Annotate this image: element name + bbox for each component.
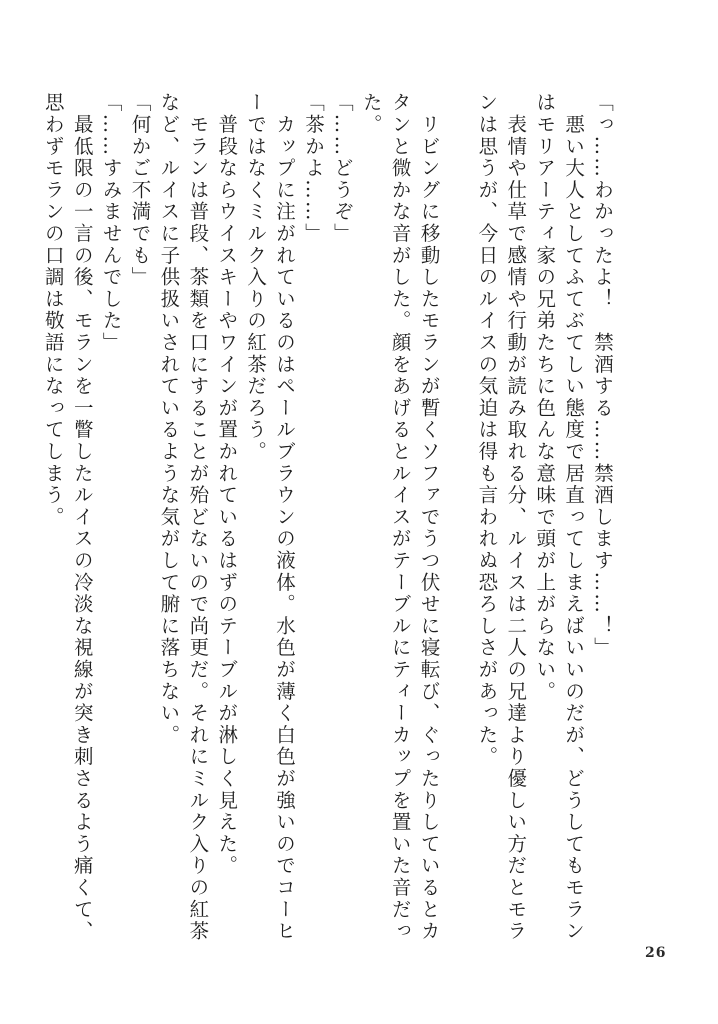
text-line: 「……すみませんでした」 bbox=[99, 92, 123, 354]
text-line: 普段ならウイスキーやワインが置かれているはずのテーブルが淋しく見えた。 bbox=[215, 92, 239, 877]
text-line: 「……どうぞ」 bbox=[330, 92, 354, 245]
text-line: 最低限の一言の後、モランを一瞥したルイスの冷淡な視線が突き刺さるよう痛くて、 bbox=[70, 92, 94, 943]
text-line: 悪い大人としてふてぶてしい態度で居直ってしまえばいいのだが、どうしてもモラン bbox=[562, 92, 586, 943]
text-line: た。 bbox=[359, 92, 383, 136]
text-line: 思わずモランの口調は敬語になってしまう。 bbox=[41, 92, 65, 528]
text-line: モランは普段、茶類を口にすることが殆どないので尚更だ。それにミルク入りの紅茶 bbox=[186, 92, 210, 943]
blank-line bbox=[443, 92, 472, 942]
text-line: 表情や仕草で感情や行動が読み取れる分、ルイスは二人の兄達より優しい方だとモラ bbox=[504, 92, 528, 943]
text-line: タンと微かな音がした。顔をあげるとルイスがテーブルにティーカップを置いた音だっ bbox=[388, 92, 412, 943]
body-text bbox=[38, 92, 616, 942]
page-number: 26 bbox=[645, 945, 667, 961]
text-line: ンは思うが、今日のルイスの気迫は得も言われぬ恐ろしさがあった。 bbox=[475, 92, 499, 768]
text-line: 「何かご不満でも」 bbox=[128, 92, 152, 289]
text-line: 「茶かよ……」 bbox=[301, 92, 325, 245]
text-line: 「っ……わかったよ！ 禁酒する……禁酒します……！」 bbox=[591, 92, 614, 659]
text-line: カップに注がれているのはペールブラウンの液体。水色が薄く白色が強いのでコーヒ bbox=[273, 92, 297, 943]
text-line: はモリアーティ家の兄弟たちに色んな意味で頭が上がらない。 bbox=[533, 92, 557, 703]
text-line: リビングに移動したモランが暫くソファでうつ伏せに寝転び、ぐったりしているとカ bbox=[417, 92, 441, 943]
text-line: ーではなくミルク入りの紅茶だろう。 bbox=[244, 92, 268, 463]
text-line: など、ルイスに子供扱いされているような気がして腑に落ちない。 bbox=[157, 92, 181, 746]
